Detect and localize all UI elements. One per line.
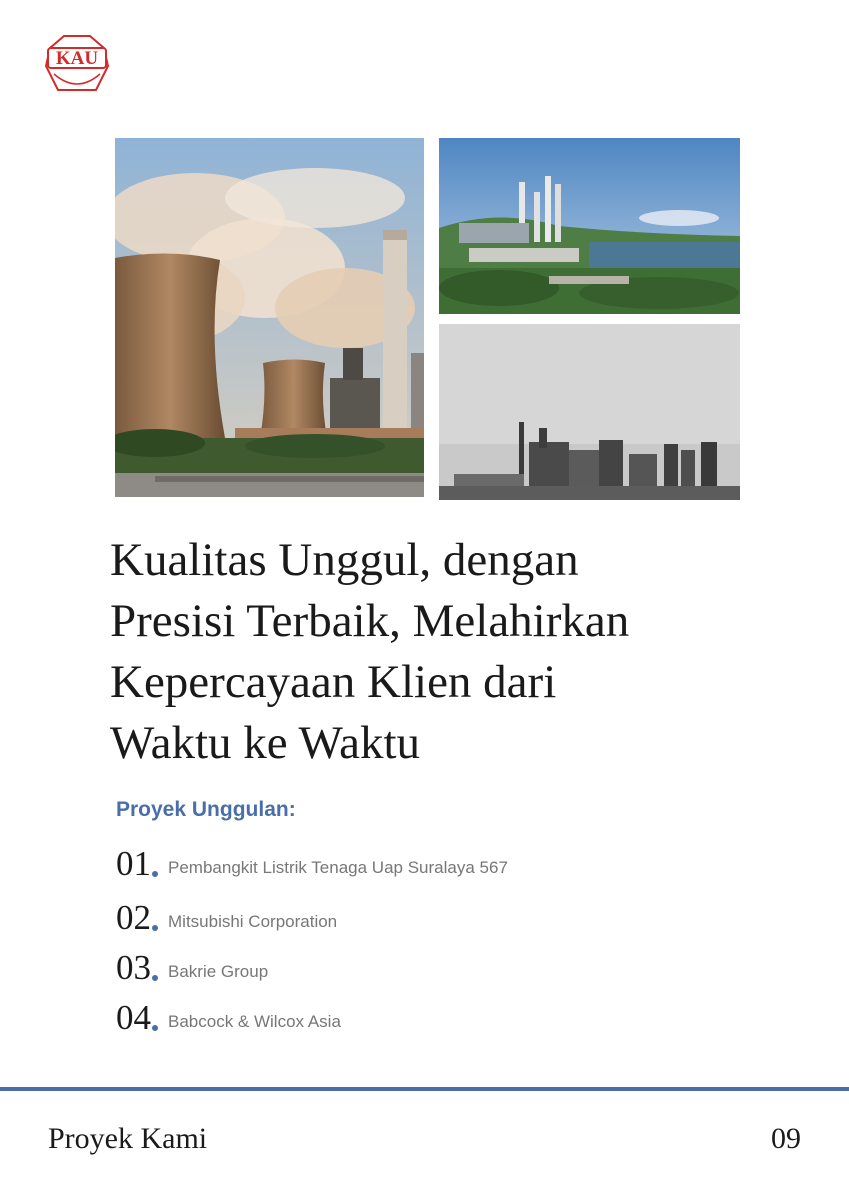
- headline-line: Presisi Terbaik, Melahirkan: [110, 595, 630, 647]
- project-name: Bakrie Group: [168, 962, 269, 981]
- bullet-dot-icon: [152, 925, 158, 931]
- project-number: 01: [116, 844, 151, 883]
- project-number: 04: [116, 998, 151, 1037]
- bullet-dot-icon: [152, 975, 158, 981]
- kau-logo-emblem: [36, 32, 118, 96]
- project-item: [116, 838, 508, 884]
- project-item: [116, 892, 337, 938]
- project-number: 02: [116, 898, 151, 937]
- cooling-towers-photo: [115, 138, 424, 497]
- bullet-dot-icon: [152, 871, 158, 877]
- project-name: Mitsubishi Corporation: [168, 912, 338, 931]
- headline-line: Waktu ke Waktu: [110, 717, 421, 769]
- logo-text: KAU: [55, 48, 99, 69]
- company-logo: [36, 32, 118, 96]
- project-item: [116, 942, 268, 988]
- footer-divider: [0, 1087, 849, 1091]
- headline-line: Kualitas Unggul, dengan: [110, 534, 579, 586]
- headline-line: Kepercayaan Klien dari: [110, 656, 557, 708]
- industrial-plant-photo: [439, 324, 740, 500]
- page-number: 09: [771, 1122, 801, 1155]
- project-name: Pembangkit Listrik Tenaga Uap Suralaya 567: [168, 858, 508, 877]
- project-item: [116, 992, 341, 1038]
- project-number: 03: [116, 948, 151, 987]
- bullet-dot-icon: [152, 1025, 158, 1031]
- power-plant-aerial-photo: [439, 138, 740, 314]
- projects-section-label: Proyek Unggulan:: [116, 798, 296, 821]
- footer-section-title: Proyek Kami: [48, 1122, 208, 1155]
- project-name: Babcock & Wilcox Asia: [168, 1012, 341, 1031]
- headline: [110, 530, 810, 774]
